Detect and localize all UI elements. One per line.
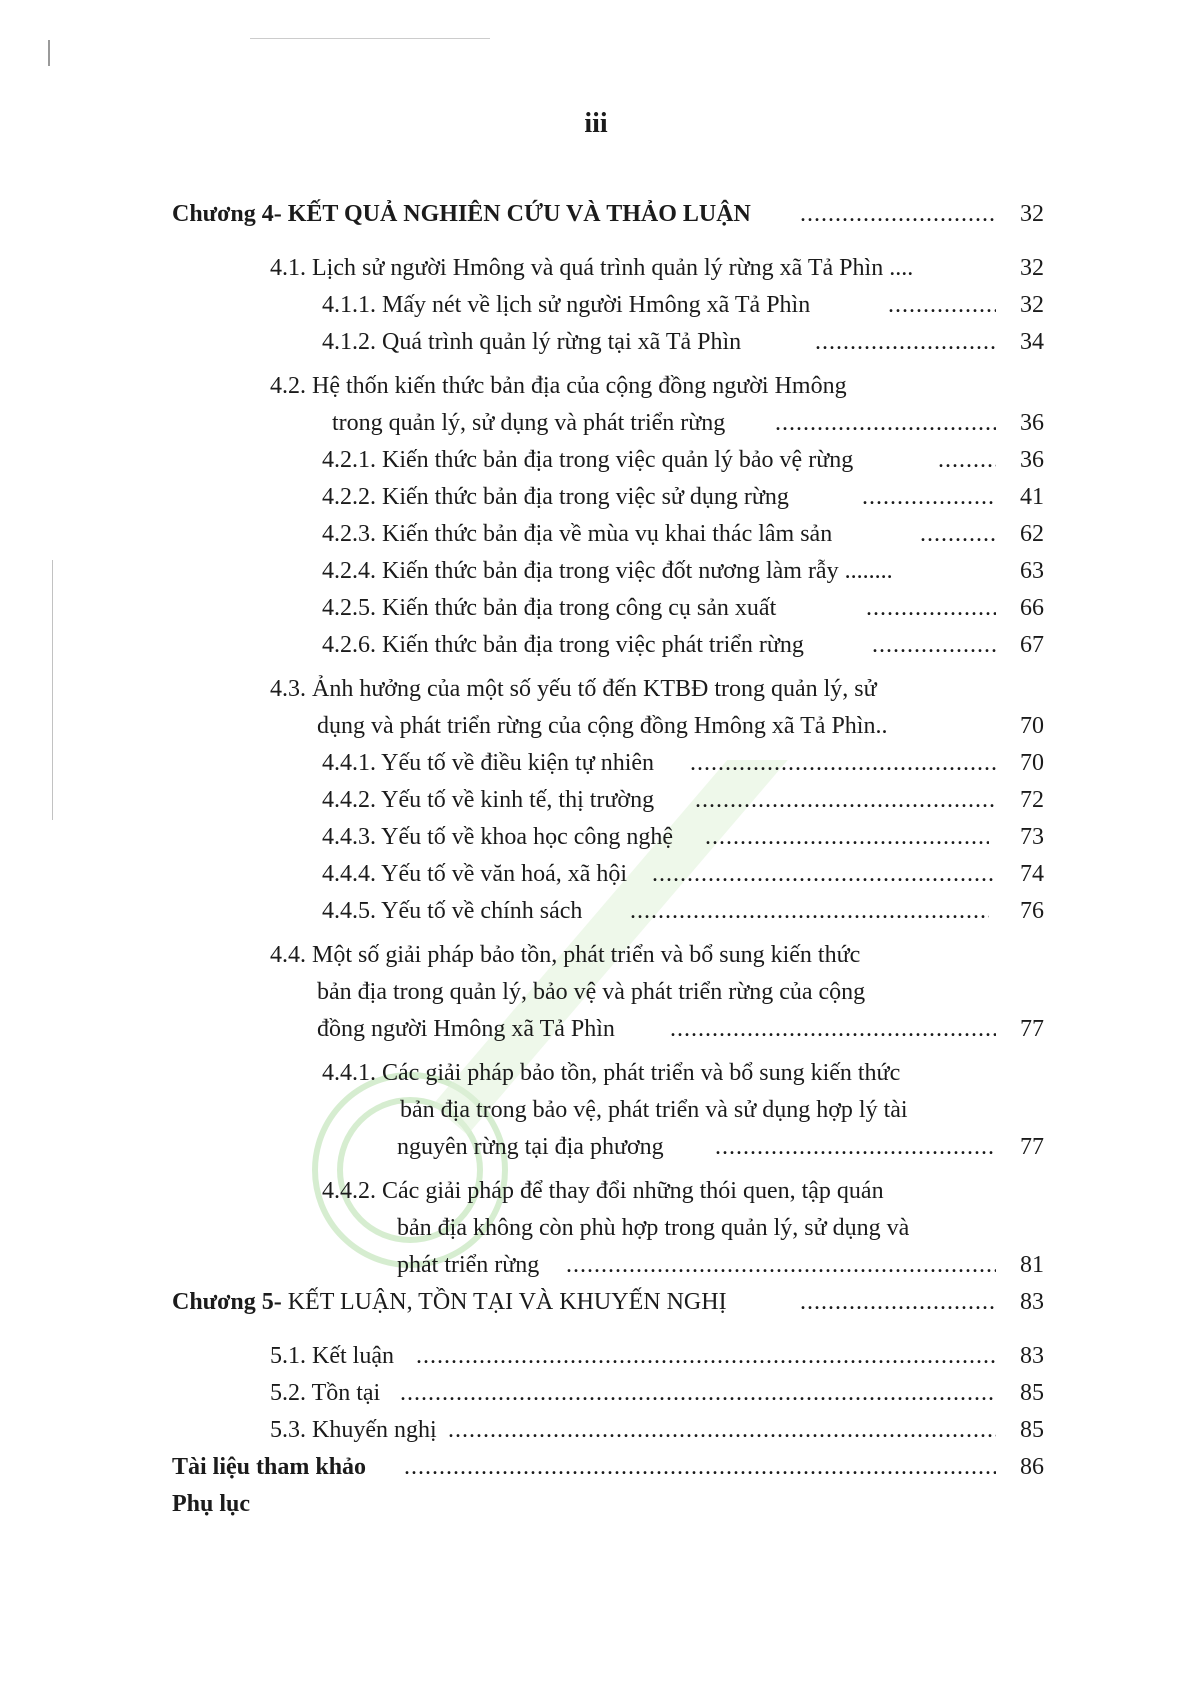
toc-entry-page: 70 — [1020, 750, 1044, 776]
toc-entry[interactable] — [0, 937, 1192, 973]
toc-entry[interactable] — [0, 1011, 1192, 1047]
toc-entry-page: 77 — [1020, 1016, 1044, 1042]
toc-entry[interactable] — [0, 287, 1192, 323]
leader-dots — [815, 324, 996, 360]
leader-dots — [690, 745, 996, 781]
toc-entry-title: bản địa không còn phù hợp trong quản lý, sử dụng và — [397, 1215, 910, 1241]
leader-dots — [652, 856, 996, 892]
toc-entry[interactable] — [0, 442, 1192, 478]
toc-entry[interactable] — [0, 1092, 1192, 1128]
toc-entry-title: phát triển rừng — [397, 1252, 540, 1278]
toc-entry[interactable] — [0, 1055, 1192, 1091]
toc-entry[interactable] — [0, 1338, 1192, 1374]
toc-entry-title: 4.2.4. Kiến thức bản địa trong việc đốt nương làm rẫy ........ — [322, 558, 893, 584]
leader-dots — [404, 1449, 996, 1485]
page-number: iii — [584, 108, 608, 139]
chapter-label: Chương 5- — [172, 1289, 282, 1315]
toc-entry-title: 5.2. Tồn tại — [270, 1380, 381, 1406]
leader-dots — [862, 479, 996, 515]
toc-entry-title: 4.4.4. Yếu tố về văn hoá, xã hội — [322, 861, 628, 887]
toc-entry-page: 74 — [1020, 861, 1044, 887]
toc-entry-page: 83 — [1020, 1289, 1044, 1315]
toc-entry-title: 4.4.2. Các giải pháp để thay đổi những thói quen, tập quán — [322, 1178, 884, 1204]
toc-entry-title: đồng người Hmông xã Tả Phìn — [317, 1016, 615, 1042]
toc-entry-title: 4.3. Ảnh hưởng của một số yếu tố đến KTBĐ trong quản lý, sử — [270, 676, 877, 702]
toc-entry-page: 62 — [1020, 521, 1044, 547]
toc-entry-page: 63 — [1020, 558, 1044, 584]
leader-dots — [920, 516, 996, 552]
toc-entry-page: 86 — [1020, 1454, 1044, 1480]
leader-dots — [416, 1338, 996, 1374]
toc-entry-title: bản địa trong quản lý, bảo vệ và phát triển rừng của cộng — [317, 979, 866, 1005]
toc-entry-page: 85 — [1020, 1417, 1044, 1443]
toc-entry[interactable] — [0, 893, 1192, 929]
leader-dots — [800, 1284, 996, 1320]
toc-entry-page: 70 — [1020, 713, 1044, 739]
leader-dots — [872, 627, 996, 663]
leader-dots — [938, 442, 996, 478]
toc-entry[interactable] — [0, 1173, 1192, 1209]
toc-entry-title: Tài liệu tham khảo — [172, 1454, 367, 1480]
toc-entry-page: 66 — [1020, 595, 1044, 621]
toc-entry[interactable] — [0, 856, 1192, 892]
leader-dots — [630, 893, 989, 929]
toc-entry-references[interactable] — [0, 1449, 1192, 1485]
toc-entry[interactable] — [0, 553, 1192, 589]
toc-entry-title: trong quản lý, sử dụng và phát triển rừng — [332, 410, 726, 436]
toc-entry[interactable] — [0, 974, 1192, 1010]
toc-entry-page: 72 — [1020, 787, 1044, 813]
toc-entry-title: 4.2.2. Kiến thức bản địa trong việc sử dụng rừng — [322, 484, 789, 510]
toc-entry-title: 5.1. Kết luận — [270, 1343, 394, 1369]
leader-dots — [705, 819, 989, 855]
toc-entry-page: 81 — [1020, 1252, 1044, 1278]
toc-entry[interactable] — [0, 590, 1192, 626]
toc-entry-chapter-5[interactable] — [0, 1284, 1192, 1320]
toc-entry[interactable] — [0, 368, 1192, 404]
toc-entry-appendix[interactable] — [0, 1486, 1192, 1522]
toc-entry-title: 4.1.1. Mấy nét về lịch sử người Hmông xã Tả Phìn — [322, 292, 811, 318]
toc-entry-page: 32 — [1020, 255, 1044, 281]
toc-entry-page: 32 — [1020, 292, 1044, 318]
toc-entry-page: 36 — [1020, 447, 1044, 473]
toc-entry-title: 4.2.6. Kiến thức bản địa trong việc phát triển rừng — [322, 632, 804, 658]
toc-entry[interactable] — [0, 1129, 1192, 1165]
toc-entry-page: 76 — [1020, 898, 1044, 924]
toc-entry-page: 34 — [1020, 329, 1044, 355]
toc-entry-title: 4.4.1. Yếu tố về điều kiện tự nhiên — [322, 750, 655, 776]
toc-entry[interactable] — [0, 324, 1192, 360]
toc-entry-title: 4.4. Một số giải pháp bảo tồn, phát triển và bổ sung kiến thức — [270, 942, 861, 968]
toc-entry-title: Chương 4- KẾT QUẢ NGHIÊN CỨU VÀ THẢO LUẬN — [172, 201, 751, 227]
leader-dots — [775, 405, 996, 441]
leader-dots — [715, 1129, 996, 1165]
toc-entry[interactable] — [0, 627, 1192, 663]
toc-entry[interactable] — [0, 782, 1192, 818]
leader-dots — [866, 590, 996, 626]
toc-entry-title: 5.3. Khuyến nghị — [270, 1417, 437, 1443]
toc-entry[interactable] — [0, 1412, 1192, 1448]
toc-entry-title: 4.2.3. Kiến thức bản địa về mùa vụ khai thác lâm sản — [322, 521, 833, 547]
toc-entry-title: 4.4.5. Yếu tố về chính sách — [322, 898, 583, 924]
toc-entry[interactable] — [0, 1247, 1192, 1283]
toc-entry-title: 4.2.1. Kiến thức bản địa trong việc quản lý bảo vệ rừng — [322, 447, 854, 473]
toc-entry[interactable] — [0, 708, 1192, 744]
toc-entry-title: 4.2. Hệ thốn kiến thức bản địa của cộng đồng người Hmông — [270, 373, 847, 399]
toc-entry-title: 4.4.3. Yếu tố về khoa học công nghệ — [322, 824, 674, 850]
toc-entry[interactable] — [0, 479, 1192, 515]
chapter-title: KẾT LUẬN, TỒN TẠI VÀ KHUYẾN NGHỊ — [281, 1289, 727, 1315]
toc-entry-title: 4.4.2. Yếu tố về kinh tế, thị trường — [322, 787, 655, 813]
leader-dots — [400, 1375, 996, 1411]
toc-entry-title: 4.2.5. Kiến thức bản địa trong công cụ sản xuất — [322, 595, 777, 621]
toc-entry[interactable] — [0, 745, 1192, 781]
toc-entry-page: 73 — [1020, 824, 1044, 850]
toc-entry-title: 4.1. Lịch sử người Hmông và quá trình quản lý rừng xã Tả Phìn .... — [270, 255, 914, 281]
leader-dots — [800, 196, 996, 232]
toc-entry-page: 83 — [1020, 1343, 1044, 1369]
toc-entry-chapter-4[interactable] — [0, 196, 1192, 232]
toc-entry-page: 36 — [1020, 410, 1044, 436]
toc-entry[interactable] — [0, 250, 1192, 286]
leader-dots — [695, 782, 996, 818]
toc-entry-title: bản địa trong bảo vệ, phát triển và sử dụng hợp lý tài — [400, 1097, 908, 1123]
leader-dots — [566, 1247, 996, 1283]
leader-dots — [888, 287, 996, 323]
toc-entry[interactable] — [0, 516, 1192, 552]
toc-entry-title — [172, 1284, 727, 1320]
toc-entry-title: 4.1.2. Quá trình quản lý rừng tại xã Tả Phìn — [322, 329, 742, 355]
toc-entry-title: Phụ lục — [172, 1491, 251, 1517]
scan-edge-mark — [250, 38, 490, 39]
toc-entry-page: 67 — [1020, 632, 1044, 658]
toc-entry[interactable] — [0, 405, 1192, 441]
toc-entry[interactable] — [0, 1375, 1192, 1411]
toc-entry-title: dụng và phát triển rừng của cộng đồng Hmông xã Tả Phìn.. — [317, 713, 888, 739]
toc-entry-title: nguyên rừng tại địa phương — [397, 1134, 664, 1160]
toc-entry[interactable] — [0, 819, 1192, 855]
toc-entry-page: 32 — [1020, 201, 1044, 227]
toc-entry-page: 41 — [1020, 484, 1044, 510]
toc-entry-page: 85 — [1020, 1380, 1044, 1406]
toc-entry-title: 4.4.1. Các giải pháp bảo tồn, phát triển và bổ sung kiến thức — [322, 1060, 901, 1086]
toc-entry-page: 77 — [1020, 1134, 1044, 1160]
leader-dots — [670, 1011, 996, 1047]
toc-entry[interactable] — [0, 1210, 1192, 1246]
toc-entry[interactable] — [0, 671, 1192, 707]
leader-dots — [448, 1412, 996, 1448]
scan-edge-mark — [48, 40, 50, 66]
